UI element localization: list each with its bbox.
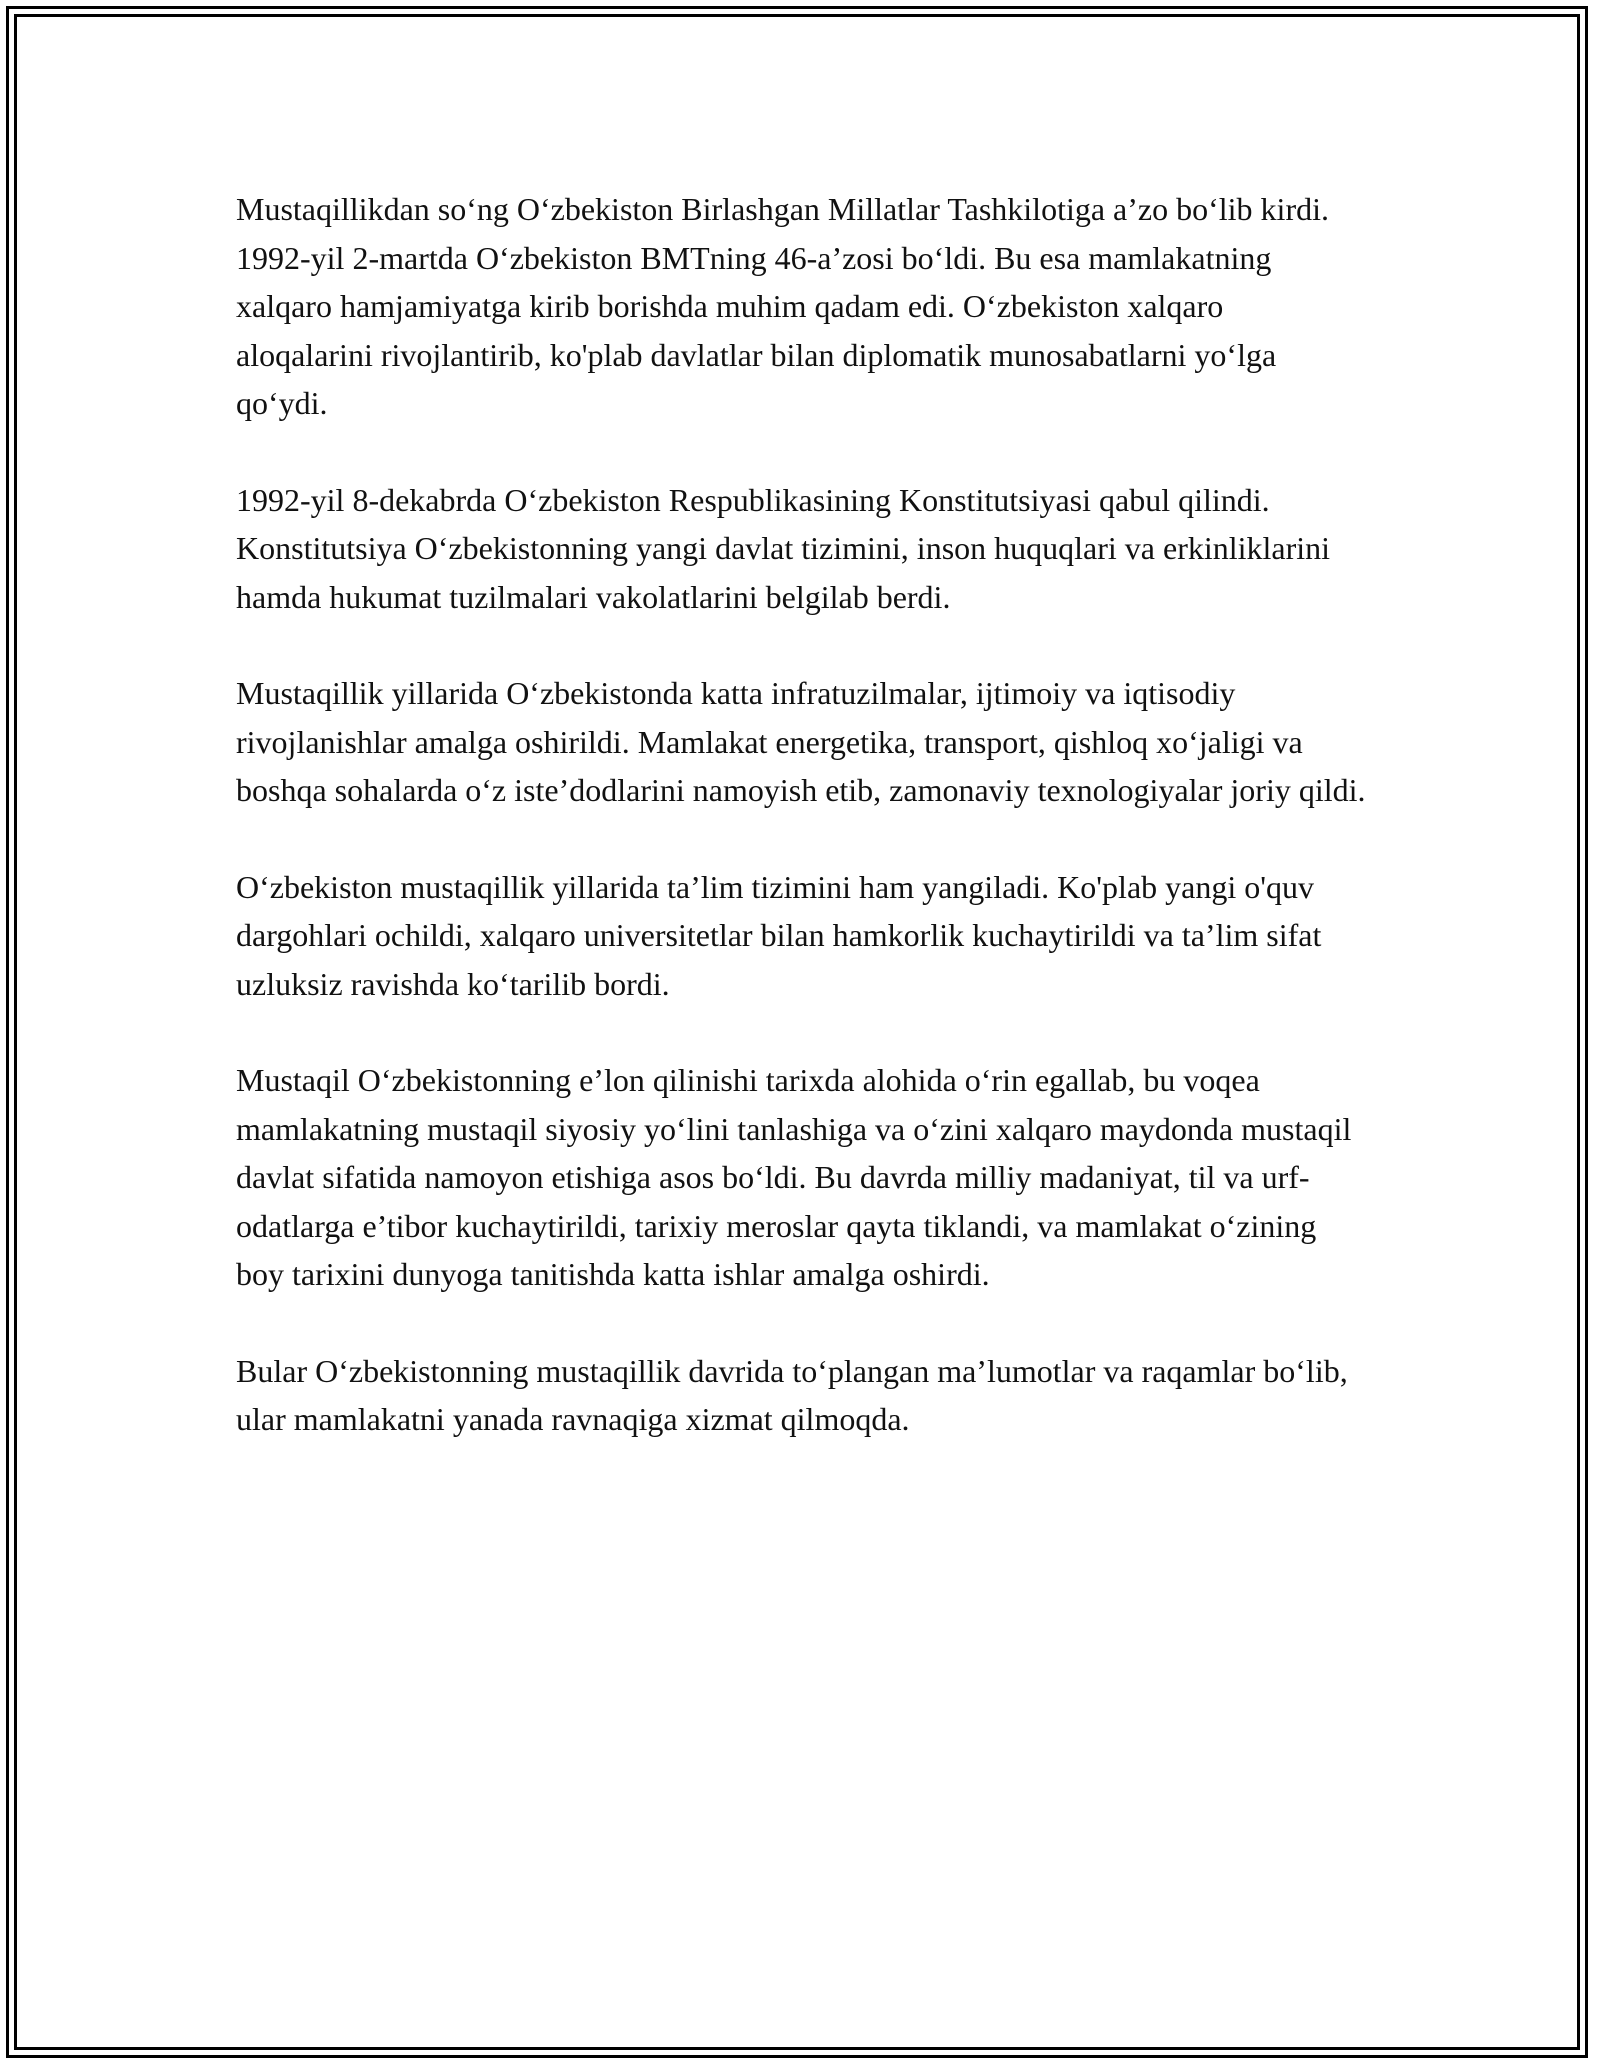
paragraph-independence-significance: Mustaqil O‘zbekistonning e’lon qilinishi tarixda alohida o‘rin egallab, bu voqea mamlakatning mustaqil siyosiy yo‘lini tanlashiga va o‘zini xalqaro maydonda mustaqil davlat sifatida namoyon etishiga asos bo‘ldi. Bu davrda milliy madaniyat, til va urf-odatlarga e’tibor kuchaytirildi, tarixiy meroslar qayta tiklandi, va mamlakat o‘zining boy tarixini dunyoga tanitishda katta ishlar amalga oshirdi. [236, 1062, 1352, 1292]
paragraph-education: O‘zbekiston mustaqillik yillarida ta’lim tizimini ham yangiladi. Ko'plab yangi o'quv dargohlari ochildi, xalqaro universitetlar bilan hamkorlik kuchaytirildi va ta’lim sifat uzluksiz ravishda ko‘tarilib bordi. [236, 868, 1322, 1002]
paragraph-constitution: 1992-yil 8-dekabrda O‘zbekiston Respublikasining Konstitutsiyasi qabul qilindi. Konstitutsiya O‘zbekistonning yangi davlat tizimini, inson huquqlari va erkinliklarini hamda hukumat tuzilmalari vakolatlarini belgilab berdi. [236, 481, 1331, 615]
paragraph-conclusion: Bular O‘zbekistonning mustaqillik davrida to‘plangan ma’lumotlar va raqamlar bo‘lib, ular mamlakatni yanada ravnaqiga xizmat qilmoqda. [236, 1352, 1348, 1437]
paragraph-un-membership: Mustaqillikdan so‘ng O‘zbekiston Birlashgan Millatlar Tashkilotiga a’zo bo‘lib kirdi. 1992-yil 2-martda O‘zbekiston BMTning 46-a’zosi bo‘ldi. Bu esa mamlakatning xalqaro hamjamiyatga kirib borishda muhim qadam edi. O‘zbekiston xalqaro aloqalarini rivojlantirib, ko'plab davlatlar bilan diplomatik munosabatlarni yo‘lga qo‘ydi. [236, 191, 1329, 421]
paragraph-infrastructure: Mustaqillik yillarida O‘zbekistonda katta infratuzilmalar, ijtimoiy va iqtisodiy rivojlanishlar amalga oshirildi. Mamlakat energetika, transport, qishloq xo‘jaligi va boshqa sohalarda o‘z iste’dodlarini namoyish etib, zamonaviy texnologiyalar joriy qildi. [236, 675, 1366, 808]
document-body [236, 185, 1366, 1492]
